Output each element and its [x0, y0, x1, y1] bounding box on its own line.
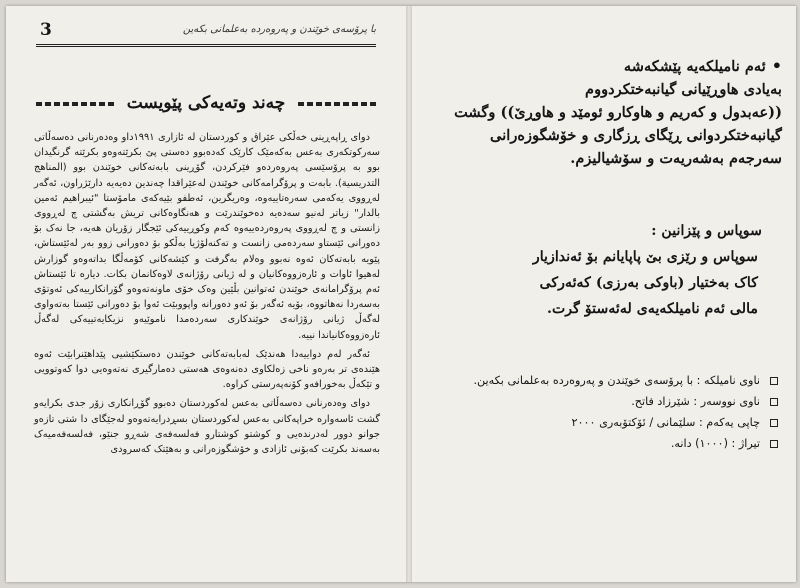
- title-ornament-right: [298, 102, 376, 106]
- colophon-row: چاپی یەکەم : سلێمانی / ئۆکتۆبەری ٢٠٠٠: [432, 412, 778, 433]
- acknowledgement: [432, 218, 762, 322]
- dedication-line: سەرجەم بەشەریەت و سۆشیالیزم.: [570, 150, 782, 167]
- acknowledgement-line: کاک بەختیار (باوکی بەرزی) کەئەرکی: [539, 275, 758, 291]
- checkbox-square-icon: [770, 419, 778, 427]
- title-ornament-left: [36, 102, 114, 106]
- dedication-line: ((عەبدول و کەریم و هاوکارو ئومێد و هاوڕێ)) وگشت: [454, 104, 782, 121]
- section-title-text: چەند وتەیەکی پێویست: [126, 93, 286, 113]
- bullet-dot-icon: •: [771, 56, 782, 75]
- acknowledgement-heading: سوپاس و پێزانین :: [651, 223, 762, 239]
- paragraph: ئەگەر لەم دواییەدا هەندێک لەبابەتەکانی خوێندن دەستکێشیی پێداهێنرابێت ئەوە هێندەی تر بەرەو ناخی زەلکاوی دەنەوەی هەستی دەمارگیری نەتەوەیی دوا کەوتوویی و تێکەڵ بەخورافەو کۆنەپەرستی کراوە.: [34, 348, 380, 391]
- page-number: 3: [40, 20, 52, 40]
- dedication: [432, 54, 782, 170]
- running-head: با پرۆسەی خوێندن و پەروەردە بەعلمانی بکەین: [182, 24, 376, 35]
- checkbox-square-icon: [770, 398, 778, 406]
- acknowledgement-line: سوپاس و رێزی بێ پاپایانم بۆ ئەندازیار: [532, 249, 758, 265]
- paragraph: دوای ڕاپەڕینی خەڵکی عێراق و کوردستان لە ئازاری ١٩٩١داو وەدەرنانی دەسەڵاتی سەرکوتکەری بەعس بەکەمێک کارێک کەدەبوو دەستی پێ بکرێتەوەو بکرێتە گرنگیدان بوو بە پرۆسێسی پەروەردەو فێرکردن، گۆڕینی بابەتەکانی خوێندن بوو (المناهج التدريسية). بابەت و پرۆگرامەکانی خوێندن لەعێراقدا چەندین دەیەیە دارێژراون، ئەگەر لەڕووی یەکەمی سەرەتاییەوە، وەریگرین، ئەطفو بێیەکەی مامۆستا "ئیبراهیم ئەمین بالدار" زیاتر لەنیو سەدەیە دەخوێندرێت و هەنگاوەکانی تریش بەگشتی چ لەڕووی زانستی و چ لەڕووی پەروەردەییەوە کەم وکوڕییەکی ئێجگار زۆریان هەیە، جا نەک بۆ دەورانی ئێستاو سەردەمی زانست و تەکنەلۆژیا بەڵکو بۆ دەورانی زوو بەر لەئێستاش، پێویە بابەتەکان ئەوە نەبوو وەلام بەگرفت و کێشەکانی کۆمەڵگا بداتەوەو گوزارش لەهیوا ئاوات و ئارەزووەکانیان و لە ژیانی رۆژانەی لاوەکانمان بکات. دیارە تا ئێستاش ئەم پرۆگرامانەی خوێندن ئەتوانین بڵێین وەک خۆی ماونەتەوەو گۆرانکارییەکی ئەوتۆی بەسەردا نەهاتووە، بۆیە ئەگەر بۆ ئەو دەورانە واپووبێت ئەوا بۆ دەورانی ئێستا بەتەواوی لەگەڵ ژیانی رۆژانەی خوێندکاری سەردەمدا ناموێیەو نزیکایەتییەکی لەگەڵ ئارەزووەکانیاندا نییە.: [34, 132, 380, 341]
- section-title: [36, 88, 376, 118]
- booklet-spread: [6, 6, 796, 582]
- page-header: [36, 20, 376, 47]
- acknowledgement-line: مالی ئەم نامیلکەیەی لەئەستۆ گرت.: [547, 301, 758, 317]
- dedication-line: بەیادی هاوڕێیانی گیانبەختکردووم: [585, 81, 782, 98]
- colophon-row: ناوی نووسەر : شێرزاد فاتح.: [432, 391, 778, 412]
- dedication-line: گیانبەختکردوانی ڕێگای ڕزگاری و خۆشگوزەرانی: [490, 127, 782, 144]
- colophon-row: تیراژ : (١٠٠٠) دانە.: [432, 433, 778, 454]
- checkbox-square-icon: [770, 377, 778, 385]
- checkbox-square-icon: [770, 440, 778, 448]
- colophon: [432, 370, 778, 454]
- paragraph: دوای وەدەرنانی دەسەڵاتی بەعس لەکوردستان دەبوو گۆڕانکاری زۆر جدی بکرایەو گشت ئاسەوارە خراپەکانی بەعس لەکوردستان بسڕدرایەتەوەو لەجێگای دا شتی تازەو جوانو دوور لەدرندەیی و کوشتو کوشتارو فەلسەفەی شەڕو جنێو، فەلسەفەمیەک بەسەند بکرێت کەبۆنی ئازادی و خۆشگوزەرانی و بەهێتک کەسرودی: [34, 398, 380, 456]
- colophon-row: ناوی نامیلکە : با پرۆسەی خوێندن و پەروەردە بەعلمانی بکەین.: [432, 370, 778, 391]
- dedication-line: •ئەم نامیلکەیە پێشکەشە: [623, 56, 782, 75]
- right-page: [412, 6, 796, 582]
- body-text: [34, 130, 380, 457]
- left-page: [6, 6, 406, 582]
